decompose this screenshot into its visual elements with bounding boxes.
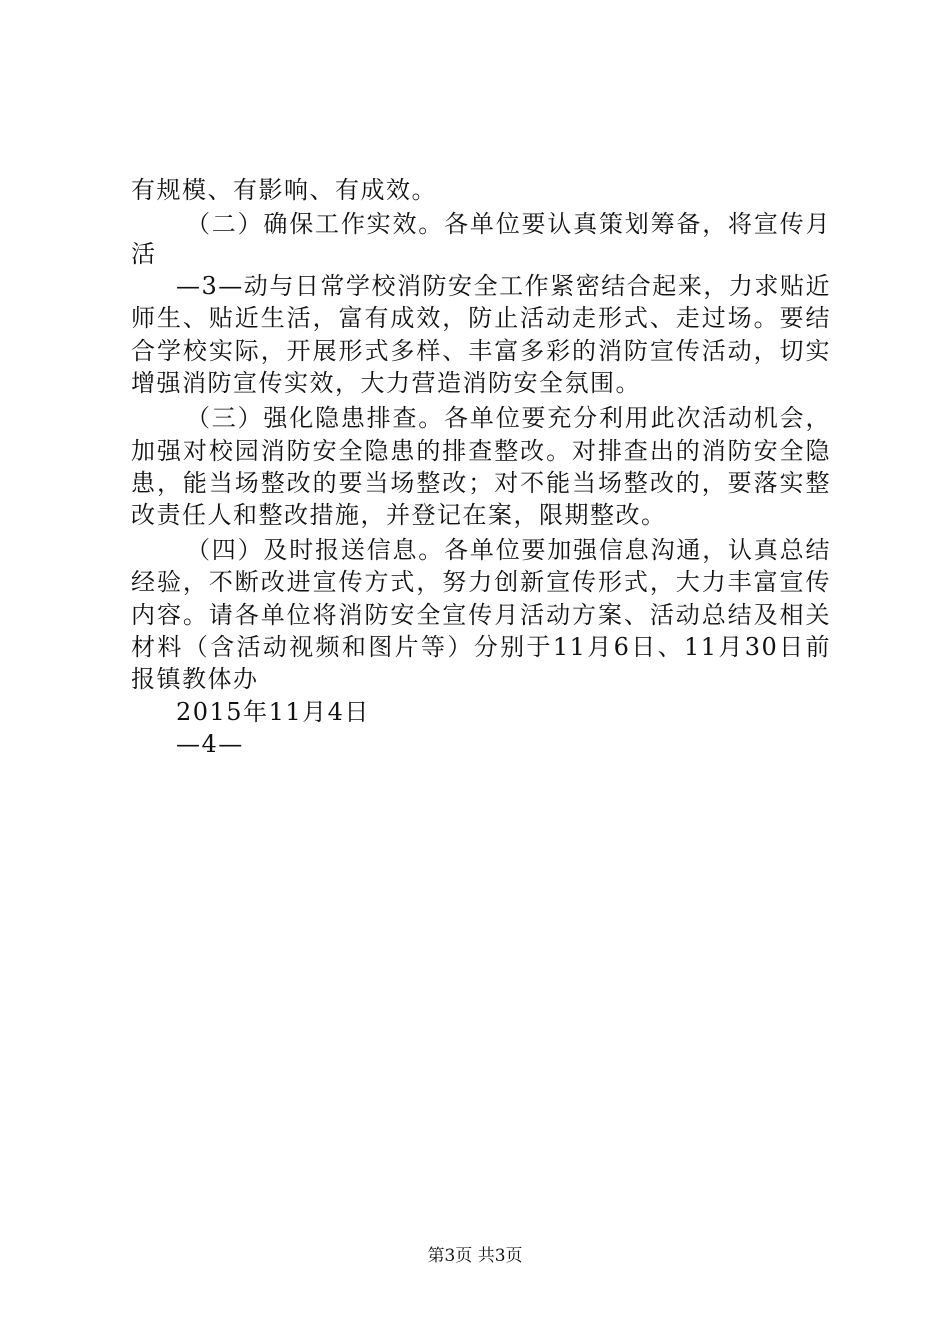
text-line: 材料（含活动视频和图片等）分别于11月6日、11月30日前 <box>131 633 831 661</box>
text-line: 改责任人和整改措施，并登记在案，限期整改。 <box>131 501 667 529</box>
text-line: 活 <box>131 240 157 268</box>
text-line: 患，能当场整改的要当场整改；对不能当场整改的，要落实整 <box>131 469 831 497</box>
section-heading-3: （三）强化隐患排查。各单位要充分利用此次活动机会， <box>186 404 831 432</box>
text-line: 有规模、有影响、有成效。 <box>131 176 437 204</box>
text-line: 合学校实际，开展形式多样、丰富多彩的消防宣传活动，切实 <box>131 337 831 365</box>
text-line: 师生、贴近生活，富有成效，防止活动走形式、走过场。要结 <box>131 304 831 332</box>
text-line: 增强消防宣传实效，大力营造消防安全氛围。 <box>131 369 641 397</box>
text-line: 经验，不断改进宣传方式，努力创新宣传形式，大力丰富宣传 <box>131 568 831 596</box>
text-line: 加强对校园消防安全隐患的排查整改。对排查出的消防安全隐 <box>131 437 831 465</box>
page-marker: —4— <box>176 730 244 758</box>
page-marker-line: —3—动与日常学校消防安全工作紧密结合起来，力求贴近 <box>176 272 831 300</box>
text-line: 内容。请各单位将消防安全宣传月活动方案、活动总结及相关 <box>131 601 831 629</box>
text-line: 报镇教体办 <box>131 665 259 693</box>
section-heading-2: （二）确保工作实效。各单位要认真策划筹备，将宣传月 <box>186 210 831 238</box>
page-footer: 第3页 共3页 <box>427 1246 523 1266</box>
section-heading-4: （四）及时报送信息。各单位要加强信息沟通，认真总结 <box>186 536 831 564</box>
date-line: 2015年11月4日 <box>176 698 370 726</box>
